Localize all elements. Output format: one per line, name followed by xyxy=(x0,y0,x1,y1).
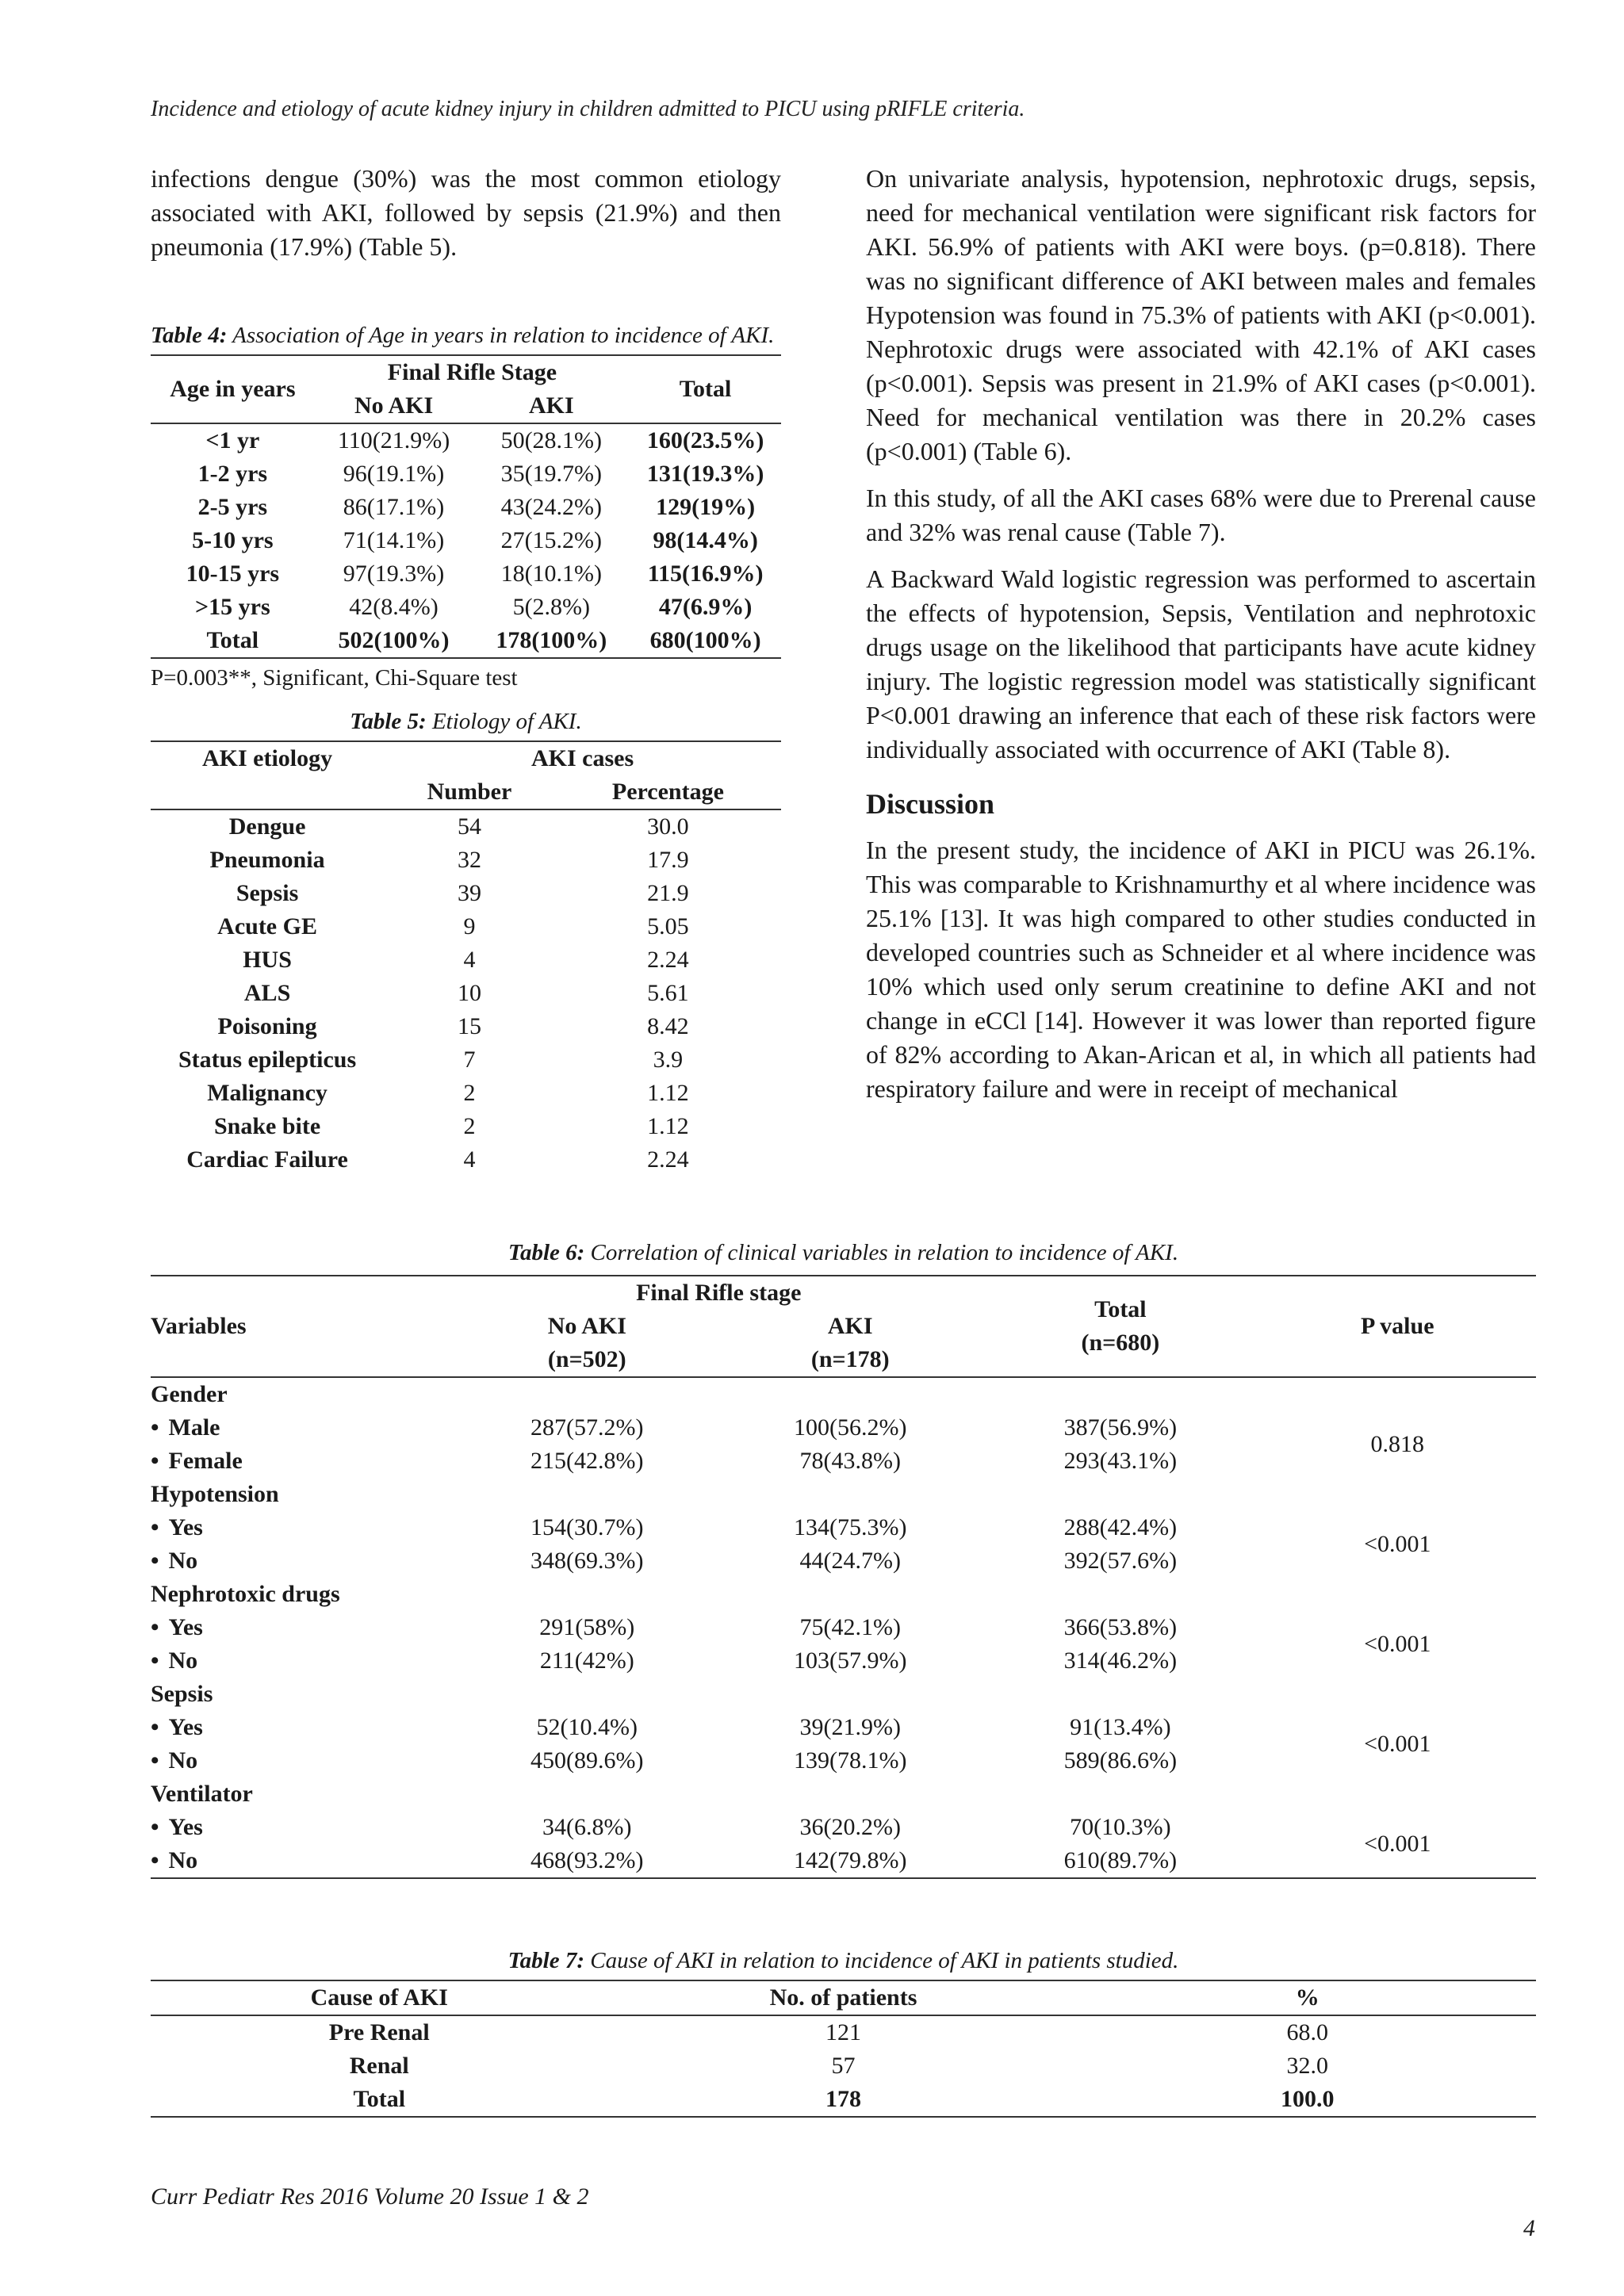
table6-pvalue: 0.818 xyxy=(1370,1431,1425,1457)
table5-cell: 5.05 xyxy=(647,913,689,939)
table6-caption-text: Correlation of clinical variables in relation to incidence of AKI. xyxy=(584,1240,1179,1265)
table5-cell: 1.12 xyxy=(647,1113,689,1139)
table-row xyxy=(151,844,781,877)
table6-cell: 36(20.2%) xyxy=(799,1814,901,1840)
paragraph-regression: A Backward Wald logistic regression was performed to ascertain the effects of hypotension, Sepsis, Ventilation and nephrotoxic drugs usage on the likelihood that participants have acute kidney injury. The logistic regression model was statistically significant P<0.001 drawing an inference that each of these risk factors were individually associated with occurrence of AKI (Table 8). xyxy=(866,564,1536,763)
table6-cell: 589(86.6%) xyxy=(1063,1747,1178,1774)
table7-cell: 57 xyxy=(831,2053,856,2079)
table5-cell: 2.24 xyxy=(647,947,689,973)
table6-header-total xyxy=(982,1276,1258,1377)
table-row xyxy=(151,977,781,1010)
table6-pvalue: <0.001 xyxy=(1364,1631,1431,1657)
table6-cell: 215(42.8%) xyxy=(530,1448,644,1474)
table5-cell: 54 xyxy=(457,813,481,840)
table7-caption xyxy=(151,1946,1536,1975)
table6-caption-label: Table 6: xyxy=(508,1240,585,1265)
table5-cell: 5.61 xyxy=(647,980,689,1006)
table6-cell: 39(21.9%) xyxy=(799,1714,901,1740)
table5-header-percentage: Percentage xyxy=(611,779,724,805)
table6-block xyxy=(151,1238,1536,1879)
table-row xyxy=(151,423,781,457)
table6-cell: 610(89.7%) xyxy=(1063,1847,1178,1873)
table5-cell: 2 xyxy=(463,1080,476,1106)
table6-header-no-aki: No AKI xyxy=(547,1313,626,1339)
table5-cell: Sepsis xyxy=(236,880,299,906)
table4-cell: 129(19%) xyxy=(656,494,756,520)
table5-cell: Acute GE xyxy=(217,913,317,939)
table7-cell: Renal xyxy=(349,2053,409,2079)
table-row xyxy=(151,1511,1536,1544)
table-row xyxy=(151,1678,1536,1711)
table5-cell: 15 xyxy=(457,1013,481,1039)
table4-cell: 27(15.2%) xyxy=(500,527,603,553)
table6-cell: 366(53.8%) xyxy=(1063,1614,1178,1640)
table6-header-pvalue: P value xyxy=(1361,1313,1434,1339)
table4-cell: 98(14.4%) xyxy=(653,527,758,553)
table5-header-etiology: AKI etiology xyxy=(201,745,333,771)
table4-caption-text: Association of Age in years in relation to incidence of AKI. xyxy=(227,323,775,348)
table6-group-label: Hypotension xyxy=(151,1481,279,1507)
table6-group-label: Gender xyxy=(151,1381,228,1407)
table6-cell: • Female xyxy=(151,1445,455,1478)
table-row xyxy=(151,1010,781,1043)
table5-cell: 17.9 xyxy=(647,847,689,873)
table6-group-label: Sepsis xyxy=(151,1681,213,1707)
table4-cell: 47(6.9%) xyxy=(658,594,753,620)
table-row xyxy=(151,457,781,491)
table6-pvalue: <0.001 xyxy=(1364,1731,1431,1757)
table7-header-cause: Cause of AKI xyxy=(310,1984,448,2011)
paragraph-prerenal: In this study, of all the AKI cases 68% were due to Prerenal cause and 32% was renal cause (Table 7). xyxy=(866,484,1536,546)
table5-cell: 3.9 xyxy=(653,1047,684,1073)
table4-cell: 131(19.3%) xyxy=(646,461,764,487)
table-row xyxy=(151,624,781,658)
table4-cell: 43(24.2%) xyxy=(500,494,603,520)
table4-cell: 2-5 yrs xyxy=(197,494,268,520)
table-row xyxy=(151,2083,1536,2117)
table4-cell: 115(16.9%) xyxy=(647,561,764,587)
table6-cell: 154(30.7%) xyxy=(530,1514,644,1540)
table-row xyxy=(151,1377,1536,1411)
table4-header-no-aki: No AKI xyxy=(354,392,434,419)
table-row xyxy=(151,1411,1536,1445)
table5-cell: ALS xyxy=(243,980,291,1006)
table6-header-variables: Variables xyxy=(151,1313,247,1339)
table4-cell: 42(8.4%) xyxy=(349,594,439,620)
table5-cell: HUS xyxy=(243,947,292,973)
table6-cell: 134(75.3%) xyxy=(793,1514,907,1540)
table6-pvalue: <0.001 xyxy=(1364,1831,1431,1857)
table4-cell: 86(17.1%) xyxy=(343,494,445,520)
table6-cell: • Yes xyxy=(151,1711,455,1744)
table6-pvalue: <0.001 xyxy=(1364,1531,1431,1557)
table6-cell: 34(6.8%) xyxy=(542,1814,632,1840)
right-column xyxy=(866,162,1536,1119)
table5-cell: 39 xyxy=(457,880,481,906)
table4-cell: 96(19.1%) xyxy=(343,461,445,487)
table6-cell: 142(79.8%) xyxy=(793,1847,907,1873)
paragraph-discussion: In the present study, the incidence of AKI in PICU was 26.1%. This was comparable to Krishnamurthy et al where incidence was 25.1% [13]. It was high compared to other studies conducted in developed countries such as Schneider et al where incidence was 10% which used only serum creatinine to define AKI and not change in eCCl [14]. However it was lower than reported figure of 82% according to Akan-Arican et al, in which all patients had respiratory failure and were in receipt of mechanical xyxy=(866,836,1536,1103)
table4-cell: 680(100%) xyxy=(649,627,761,653)
table4-cell: 18(10.1%) xyxy=(500,561,603,587)
table5-cell: 8.42 xyxy=(647,1013,689,1039)
table5-cell: 2 xyxy=(463,1113,476,1139)
table4 xyxy=(151,354,781,659)
table4-cell: >15 yrs xyxy=(195,594,270,620)
table4-note: P=0.003**, Significant, Chi-Square test xyxy=(151,665,518,691)
table6 xyxy=(151,1275,1536,1879)
table7-cell: 68.0 xyxy=(1286,2019,1328,2045)
table4-cell: Total xyxy=(206,627,259,653)
table6-cell: 52(10.4%) xyxy=(536,1714,638,1740)
table6-cell: 287(57.2%) xyxy=(530,1414,644,1441)
table-row xyxy=(151,591,781,624)
table7 xyxy=(151,1980,1536,2118)
table6-cell: 44(24.7%) xyxy=(799,1548,901,1574)
table6-cell: 450(89.6%) xyxy=(530,1747,644,1774)
page-number: 4 xyxy=(1523,2215,1535,2241)
table6-cell: • No xyxy=(151,1644,455,1678)
table6-header-group: Final Rifle stage xyxy=(636,1280,802,1306)
table4-cell: 50(28.1%) xyxy=(500,427,603,453)
table-row xyxy=(151,524,781,557)
table6-total-label: Total xyxy=(1094,1296,1147,1322)
table7-cell: Total xyxy=(353,2086,406,2112)
table-row xyxy=(151,1478,1536,1511)
table-row xyxy=(151,2015,1536,2049)
table5-header-number: Number xyxy=(427,779,512,805)
table6-cell: 293(43.1%) xyxy=(1063,1448,1178,1474)
table7-header-percent: % xyxy=(1295,1984,1320,2011)
table4-cell: 502(100%) xyxy=(338,627,450,653)
table6-cell: 291(58%) xyxy=(539,1614,635,1640)
table-row xyxy=(151,1578,1536,1611)
table5-cell: 7 xyxy=(463,1047,476,1073)
table4-header-group: Final Rifle Stage xyxy=(387,359,557,385)
table4-cell: 5-10 yrs xyxy=(192,527,274,553)
table-row xyxy=(151,1711,1536,1744)
table5-cell: Status epilepticus xyxy=(178,1047,357,1073)
table-row xyxy=(151,557,781,591)
table5-cell: Malignancy xyxy=(207,1080,327,1106)
table6-total-n: (n=680) xyxy=(1081,1330,1160,1356)
table5 xyxy=(151,740,781,1177)
table5-caption-label: Table 5: xyxy=(350,709,427,734)
table6-group-label: Nephrotoxic drugs xyxy=(151,1581,340,1607)
intro-paragraph: infections dengue (30%) was the most common etiology associated with AKI, followed by sepsis (21.9%) and then pneumonia (17.9%) (Table 5). xyxy=(151,164,781,261)
table5-cell: 9 xyxy=(463,913,476,939)
table5-cell: Dengue xyxy=(228,813,306,840)
table7-caption-label: Table 7: xyxy=(508,1948,584,1973)
table5-cell: 4 xyxy=(463,1146,476,1173)
table4-cell: 10-15 yrs xyxy=(186,561,280,587)
table7-header-patients: No. of patients xyxy=(769,1984,917,2011)
table4-cell: 5(2.8%) xyxy=(512,594,591,620)
table6-cell: 387(56.9%) xyxy=(1063,1414,1178,1441)
table6-caption xyxy=(151,1238,1536,1267)
table-row xyxy=(151,491,781,524)
table5-cell: 2.24 xyxy=(647,1146,689,1173)
table7-cell: 100.0 xyxy=(1280,2086,1335,2112)
table6-cell: • Yes xyxy=(151,1611,455,1644)
table-row xyxy=(151,1043,781,1077)
discussion-heading: Discussion xyxy=(866,788,995,820)
table6-cell: 75(42.1%) xyxy=(799,1614,901,1640)
table-row xyxy=(151,877,781,910)
table-row xyxy=(151,1611,1536,1644)
table4-cell: 71(14.1%) xyxy=(343,527,445,553)
table4-header-age: Age in years xyxy=(170,376,296,402)
table7-cell: Pre Renal xyxy=(328,2019,430,2045)
table6-cell: 100(56.2%) xyxy=(793,1414,907,1441)
table6-cell: • Yes xyxy=(151,1811,455,1844)
table7-caption-text: Cause of AKI in relation to incidence of AKI in patients studied. xyxy=(584,1948,1179,1973)
table6-cell: 91(13.4%) xyxy=(1070,1714,1171,1740)
table6-cell: 139(78.1%) xyxy=(793,1747,907,1774)
table6-cell: 103(57.9%) xyxy=(793,1647,907,1674)
table7-cell: 121 xyxy=(825,2019,861,2045)
footer-journal: Curr Pediatr Res 2016 Volume 20 Issue 1 & 2 xyxy=(151,2183,589,2210)
table4-cell: 97(19.3%) xyxy=(343,561,445,587)
table4-cell: 35(19.7%) xyxy=(500,461,603,487)
table-row xyxy=(151,1077,781,1110)
table5-header-group: AKI cases xyxy=(530,745,634,771)
table-row xyxy=(151,943,781,977)
table5-caption xyxy=(151,707,781,736)
table5-cell: 4 xyxy=(463,947,476,973)
table5-cell: Snake bite xyxy=(213,1113,321,1139)
running-head: Incidence and etiology of acute kidney injury in children admitted to PICU using pRIFLE criteria. xyxy=(151,97,1025,121)
table5-cell: 32 xyxy=(457,847,481,873)
paragraph-univariate: On univariate analysis, hypotension, nephrotoxic drugs, sepsis, need for mechanical ventilation were significant risk factors for AKI. 56.9% of patients with AKI were boys. (p=0.818). There was no significant difference of AKI between males and females Hypotension was found in 75.3% of patients with AKI (p<0.001). Nephrotoxic drugs were associated with 42.1% of AKI cases (p<0.001). Sepsis was present in 21.9% of AKI cases (p<0.001). Need for mechanical ventilation was there in 20.2% cases (p<0.001) (Table 6). xyxy=(866,164,1536,465)
table6-cell: • No xyxy=(151,1744,455,1777)
table7-block xyxy=(151,1946,1536,2118)
table6-cell: 288(42.4%) xyxy=(1063,1514,1178,1540)
table7-cell: 178 xyxy=(825,2086,861,2112)
table5-cell: Pneumonia xyxy=(209,847,325,873)
table5-cell: 21.9 xyxy=(647,880,689,906)
table6-cell: 211(42%) xyxy=(539,1647,634,1674)
table6-header-aki-n: (n=178) xyxy=(810,1346,890,1372)
table-row xyxy=(151,1110,781,1143)
table5-caption-text: Etiology of AKI. xyxy=(426,709,582,734)
table-row xyxy=(151,2049,1536,2083)
table6-group-label: Ventilator xyxy=(151,1781,253,1807)
table6-cell: • No xyxy=(151,1844,455,1878)
table6-header-no-aki-n: (n=502) xyxy=(547,1346,626,1372)
table7-cell: 32.0 xyxy=(1286,2053,1328,2079)
table4-cell: <1 yr xyxy=(205,427,260,453)
table6-cell: 78(43.8%) xyxy=(799,1448,901,1474)
table6-cell: 70(10.3%) xyxy=(1070,1814,1171,1840)
table5-cell: Poisoning xyxy=(217,1013,317,1039)
table6-cell: • Male xyxy=(151,1411,455,1445)
table6-cell: 348(69.3%) xyxy=(530,1548,644,1574)
table4-cell: 110(21.9%) xyxy=(337,427,450,453)
table6-header-aki: AKI xyxy=(827,1313,873,1339)
table4-header-total: Total xyxy=(679,376,732,402)
table4-cell: 1-2 yrs xyxy=(197,461,268,487)
left-column xyxy=(151,162,781,1177)
table-row xyxy=(151,910,781,943)
table-row xyxy=(151,1143,781,1177)
table6-cell: 314(46.2%) xyxy=(1063,1647,1178,1674)
table6-cell: 392(57.6%) xyxy=(1063,1548,1178,1574)
table4-header-aki: AKI xyxy=(528,392,574,419)
table5-cell: 30.0 xyxy=(647,813,689,840)
table4-cell: 178(100%) xyxy=(496,627,607,653)
table4-caption xyxy=(151,321,781,350)
table6-cell: 468(93.2%) xyxy=(530,1847,644,1873)
table-row xyxy=(151,1777,1536,1811)
table6-cell: • Yes xyxy=(151,1511,455,1544)
table-row xyxy=(151,1811,1536,1844)
table5-cell: Cardiac Failure xyxy=(186,1146,348,1173)
table-row xyxy=(151,809,781,844)
table5-cell: 1.12 xyxy=(647,1080,689,1106)
table6-cell: • No xyxy=(151,1544,455,1578)
table4-caption-label: Table 4: xyxy=(151,323,228,348)
table4-cell: 160(23.5%) xyxy=(646,427,764,453)
table5-cell: 10 xyxy=(457,980,481,1006)
